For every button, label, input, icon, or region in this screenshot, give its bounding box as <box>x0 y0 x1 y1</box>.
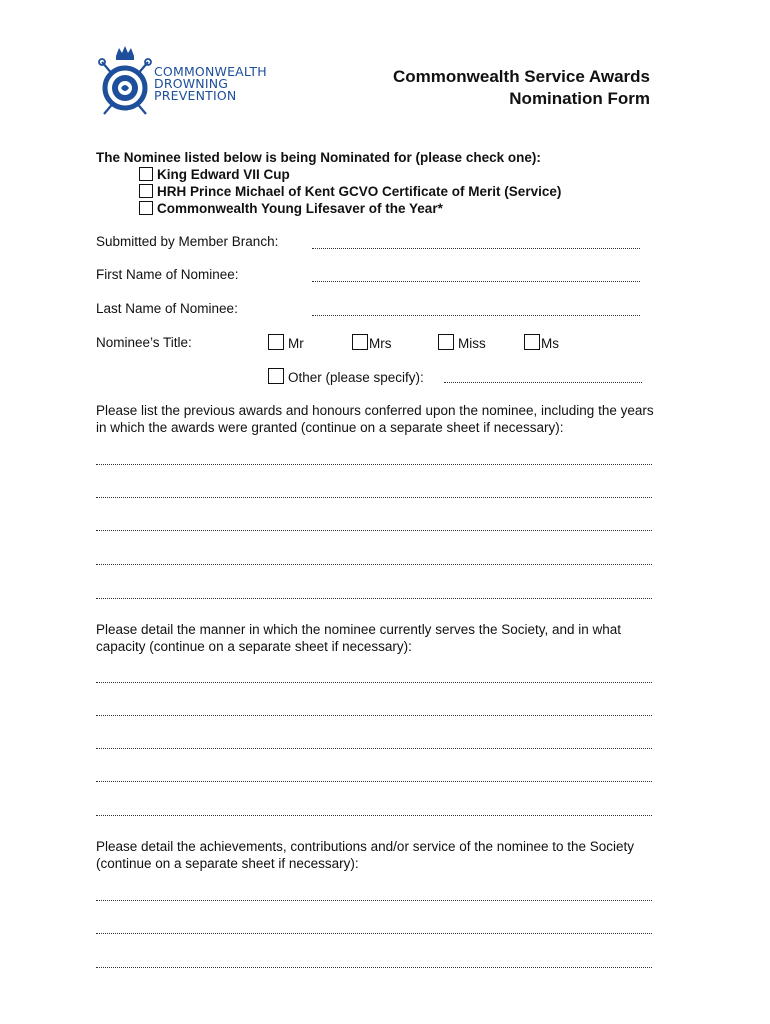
last-name-field[interactable] <box>312 315 640 316</box>
option-prince-michael[interactable] <box>139 184 561 199</box>
achievements-answer-line[interactable] <box>96 967 652 968</box>
logo-wordmark <box>154 66 267 102</box>
title-line-2: Nomination Form <box>509 89 650 108</box>
option-label: Mrs <box>369 336 392 351</box>
logo-line-1: COMMONWEALTH <box>154 64 267 79</box>
logo-line-2: DROWNING <box>154 76 229 91</box>
serves-answer-line[interactable] <box>96 748 652 749</box>
checkbox[interactable] <box>139 167 153 181</box>
checkbox[interactable] <box>438 334 454 350</box>
organization-logo <box>96 44 286 120</box>
awards-answer-line[interactable] <box>96 464 652 465</box>
crest-emblem-icon <box>96 44 154 120</box>
awards-prompt: Please list the previous awards and honours conferred upon the nominee, including the years in which the awards were granted (continue on a separate sheet if necessary): <box>96 403 654 435</box>
form-title <box>393 66 650 110</box>
first-name-label: First Name of Nominee: <box>96 267 239 282</box>
awards-answer-line[interactable] <box>96 497 652 498</box>
serves-answer-line[interactable] <box>96 781 652 782</box>
title-option-mrs[interactable] <box>352 334 392 351</box>
title-option-miss[interactable] <box>438 334 486 351</box>
option-label: Miss <box>458 336 486 351</box>
branch-label: Submitted by Member Branch: <box>96 234 279 249</box>
awards-answer-line[interactable] <box>96 530 652 531</box>
option-label: Mr <box>288 336 304 351</box>
checkbox[interactable] <box>139 201 153 215</box>
checkbox[interactable] <box>139 184 153 198</box>
checkbox[interactable] <box>352 334 368 350</box>
nomination-heading: The Nominee listed below is being Nominated for (please check one): <box>96 150 541 165</box>
option-label: Other (please specify): <box>288 370 424 385</box>
serves-answer-line[interactable] <box>96 715 652 716</box>
first-name-field[interactable] <box>312 281 640 282</box>
awards-answer-line[interactable] <box>96 598 652 599</box>
serves-prompt: Please detail the manner in which the nominee currently serves the Society, and in what capacity (continue on a separate sheet if necessary): <box>96 622 622 654</box>
checkbox[interactable] <box>524 334 540 350</box>
serves-answer-line[interactable] <box>96 815 652 816</box>
option-young-lifesaver[interactable] <box>139 201 443 216</box>
option-label: King Edward VII Cup <box>157 167 290 182</box>
option-label: Commonwealth Young Lifesaver of the Year* <box>157 201 443 216</box>
title-label: Nominee’s Title: <box>96 335 192 350</box>
option-label: HRH Prince Michael of Kent GCVO Certificate of Merit (Service) <box>157 184 562 199</box>
title-option-mr[interactable] <box>268 334 304 351</box>
other-title-field[interactable] <box>444 382 642 383</box>
achievements-prompt: Please detail the achievements, contributions and/or service of the nominee to the Society (continue on a separate sheet if necessary): <box>96 839 635 871</box>
checkbox[interactable] <box>268 334 284 350</box>
logo-line-3: PREVENTION <box>154 88 237 103</box>
title-line-1: Commonwealth Service Awards <box>393 67 650 86</box>
achievements-answer-line[interactable] <box>96 933 652 934</box>
serves-answer-line[interactable] <box>96 682 652 683</box>
title-option-other[interactable] <box>268 368 424 385</box>
achievements-answer-line[interactable] <box>96 900 652 901</box>
last-name-label: Last Name of Nominee: <box>96 301 238 316</box>
title-option-ms[interactable] <box>524 334 559 351</box>
option-label: Ms <box>541 336 559 351</box>
awards-answer-line[interactable] <box>96 564 652 565</box>
checkbox[interactable] <box>268 368 284 384</box>
option-king-edward[interactable] <box>139 167 290 182</box>
branch-field[interactable] <box>312 248 640 249</box>
